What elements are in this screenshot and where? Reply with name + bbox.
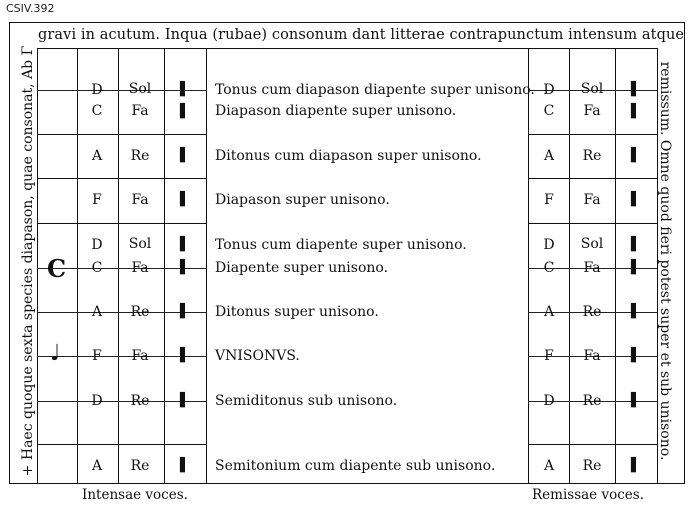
clef-icon: ▌: [180, 458, 190, 473]
left-syllable: Fa: [131, 260, 149, 276]
left-syllable: Sol: [128, 236, 152, 252]
clef-icon: ▌: [631, 237, 641, 252]
interval-desc: Diapason diapente super unisono.: [215, 103, 457, 119]
clef-icon: ▌: [180, 192, 190, 207]
grid-hline: [37, 223, 206, 224]
right-letter: A: [543, 458, 555, 474]
right-letter: C: [543, 103, 555, 119]
interval-desc: Diapason super unisono.: [215, 192, 390, 208]
right-syllable: Fa: [583, 348, 601, 364]
clef-icon: ▌: [631, 260, 641, 275]
clef-icon: ▌: [631, 348, 641, 363]
footer-right: Remissae voces.: [532, 487, 644, 503]
grid-vline: [206, 48, 207, 484]
left-syllable: Sol: [128, 81, 152, 97]
grid-hline: [37, 134, 206, 135]
f-clef-mark: ♩: [50, 340, 61, 366]
left-syllable: Re: [130, 458, 150, 474]
right-syllable: Fa: [583, 260, 601, 276]
footer-left: Intensae voces.: [82, 487, 188, 503]
grid-vline: [569, 48, 570, 484]
left-syllable: Fa: [131, 192, 149, 208]
grid-hline: [37, 444, 206, 445]
right-syllable: Re: [582, 393, 602, 409]
interval-desc: Tonus cum diapason diapente super unisono.: [215, 82, 535, 98]
left-letter: D: [91, 82, 103, 98]
interval-desc: Diapente super unisono.: [215, 260, 389, 276]
right-letter: D: [543, 237, 555, 253]
interval-desc: Ditonus super unisono.: [215, 304, 379, 320]
clef-icon: ▌: [631, 304, 641, 319]
top-rule: [37, 48, 657, 49]
right-syllable: Fa: [583, 192, 601, 208]
left-letter: F: [92, 348, 102, 364]
interval-desc: Ditonus cum diapason super unisono.: [215, 148, 482, 164]
interval-desc: Semitonium cum diapente sub unisono.: [215, 458, 496, 474]
left-letter: A: [91, 148, 103, 164]
interval-desc: VNISONVS.: [215, 348, 300, 364]
grid-hline: [37, 178, 206, 179]
clef-icon: ▌: [631, 82, 641, 97]
right-letter: C: [543, 260, 555, 276]
right-side-text: remissum. Omne quod fieri potest super et sub unisono.: [657, 61, 673, 461]
top-text: gravi in acutum. Inqua (rubae) consonum dant litterae contrapunctum intensum atque: [38, 27, 685, 43]
grid-hline: [528, 134, 657, 135]
left-syllable: Re: [130, 304, 150, 320]
right-syllable: Re: [582, 458, 602, 474]
grid-hline: [528, 444, 657, 445]
interval-desc: Semiditonus sub unisono.: [215, 393, 398, 409]
right-syllable: Sol: [580, 236, 604, 252]
left-letter: D: [91, 237, 103, 253]
clef-icon: ▌: [180, 148, 190, 163]
clef-icon: ▌: [180, 304, 190, 319]
right-letter: A: [543, 304, 555, 320]
grid-vline: [37, 48, 38, 484]
clef-icon: ▌: [631, 148, 641, 163]
clef-icon: ▌: [631, 192, 641, 207]
right-letter: A: [543, 148, 555, 164]
left-side-text: + Haec quoque sexta species diapason, quae consonat, Ab Γ: [20, 45, 36, 477]
left-letter: D: [91, 393, 103, 409]
clef-icon: ▌: [180, 260, 190, 275]
grid-vline: [657, 48, 658, 484]
right-letter: D: [543, 393, 555, 409]
clef-icon: ▌: [631, 393, 641, 408]
clef-icon: ▌: [180, 348, 190, 363]
left-letter: C: [91, 103, 103, 119]
grid-vline: [615, 48, 616, 484]
right-letter: D: [543, 82, 555, 98]
grid-hline: [528, 178, 657, 179]
clef-icon: ▌: [180, 237, 190, 252]
left-syllable: Re: [130, 393, 150, 409]
clef-icon: ▌: [631, 458, 641, 473]
grid-vline: [164, 48, 165, 484]
left-syllable: Fa: [131, 103, 149, 119]
left-letter: F: [92, 192, 102, 208]
clef-icon: ▌: [180, 104, 190, 119]
left-letter: C: [91, 260, 103, 276]
left-syllable: Fa: [131, 348, 149, 364]
interval-desc: Tonus cum diapente super unisono.: [215, 237, 467, 253]
right-syllable: Re: [582, 304, 602, 320]
clef-icon: ▌: [180, 82, 190, 97]
right-syllable: Re: [582, 148, 602, 164]
clef-icon: ▌: [631, 104, 641, 119]
right-letter: F: [544, 348, 554, 364]
clef-icon: ▌: [180, 393, 190, 408]
c-clef-mark: C: [47, 254, 67, 283]
grid-hline: [528, 223, 657, 224]
grid-vline: [118, 48, 119, 484]
right-syllable: Sol: [580, 81, 604, 97]
left-letter: A: [91, 458, 103, 474]
left-syllable: Re: [130, 148, 150, 164]
page-id: CSIV.392: [6, 2, 55, 15]
right-syllable: Fa: [583, 103, 601, 119]
right-letter: F: [544, 192, 554, 208]
left-letter: A: [91, 304, 103, 320]
